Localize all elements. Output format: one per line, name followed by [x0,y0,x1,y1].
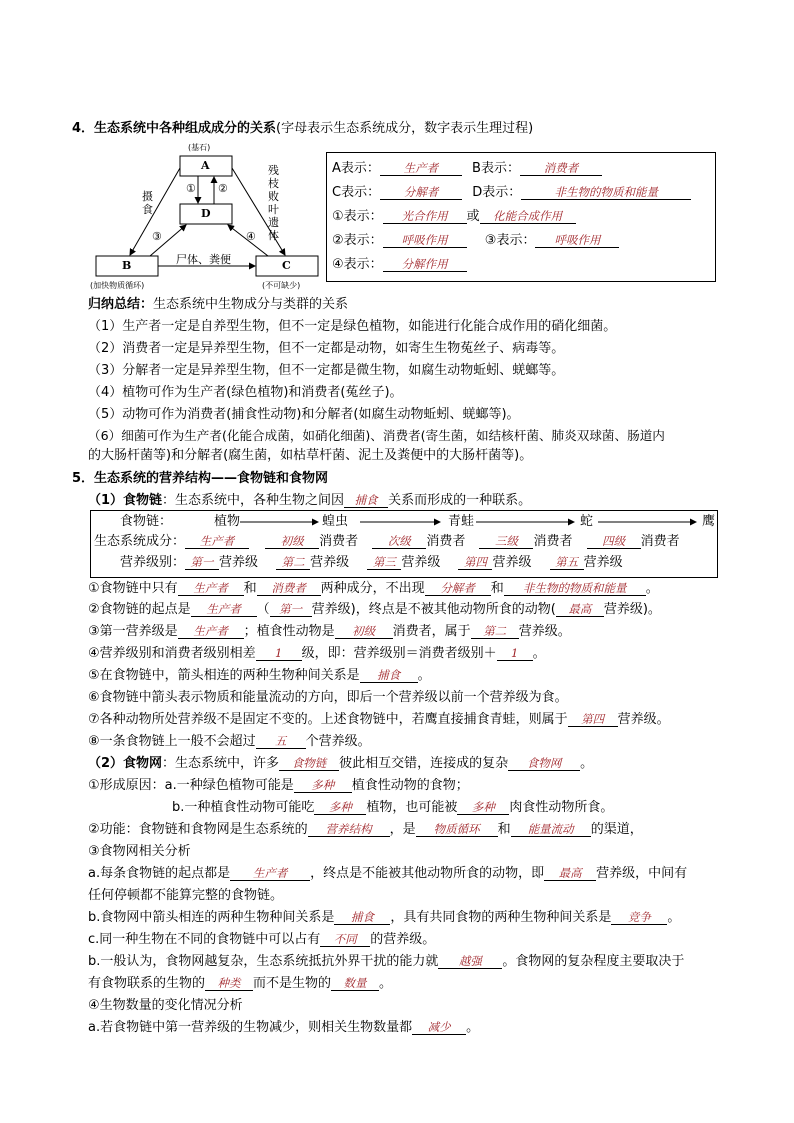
chain-frog: 青蛙 [448,514,475,529]
question-5: ⑤在食物链中，箭头相连的两种生物种间关系是 捕食 。 [88,668,431,683]
diagram-top-note: (基石) [188,143,211,152]
question-3: ③第一营养级是 生产者 ；植食性动物是 初级 消费者，属于 第二 营养级。 [88,624,571,639]
answer-p1: ①表示： 光合作用 或 化能合成作用 [332,208,576,226]
trophic-level-row: 营养级别： 第一 营养级 第二 营养级 第三 营养级 第四 营养级 第五 营养级 [120,555,623,570]
web-analysis-c: c.同一种生物在不同的食物链中可以占有 不同 的营养级。 [88,932,436,947]
chain-eagle: 鹰 [702,514,716,529]
question-6: ⑥食物链中箭头表示物质和能量流动的方向，即后一个营养级以前一个营养级为食。 [88,690,568,705]
answer-p2: 呼吸作用 [383,233,467,248]
food-chain-arrows [90,512,716,532]
eating-label: 摄食 [142,190,153,216]
summary-line-4: （4）植物可作为生产者(绿色植物)和消费者(菟丝子)。 [88,385,403,400]
food-web-definition: （2）食物网：生态系统中，许多 食物链 彼此相互交错，连接成的复杂 食物网 。 [88,756,594,771]
question-8: ⑧一条食物链上一般不会超过 五 个营养级。 [88,734,371,749]
component-row: 生态系统成分： 生产者 初级 消费者 次级 消费者 三级 消费者 四级 消费者 [94,534,680,549]
answer-p3: 呼吸作用 [535,233,619,248]
web-cause-b: b.一种植食性动物可能吃 多种 植物，也可能被 多种 肉食性动物所食。 [172,800,614,815]
web-analysis-b: b.食物网中箭头相连的两种生物种间关系是 捕食 ，具有共同食物的两种生物种间关系是 竞争 。 [88,910,681,925]
summary-line-1: （1）生产者一定是自养型生物，但不一定是绿色植物，如能进行化能合成作用的硝化细菌。 [88,319,617,334]
web-function: ②功能：食物链和食物网是生态系统的 营养结构 ，是 物质循环 和 能量流动 的渠道， [88,822,643,837]
question-1: ①食物链中只有 生产者 和 消费者 两种成分，不出现 分解者 和 非生物的物质和能量 。 [88,581,659,596]
section5-title: 5．生态系统的营养结构——食物链和食物网 [72,471,329,486]
population-analysis-a: a.若食物链中第一营养级的生物减少，则相关生物数量都 减少 。 [88,1020,480,1035]
b-note: (加快物质循环) [90,281,145,290]
chain-locust: 蝗虫 [322,514,349,529]
answer-d: 非生物的物质和能量 [521,185,691,200]
web-analysis-d: b.一般认为，食物网越复杂，生态系统抵抗外界干扰的能力就 越强 。食物网的复杂程度主要取决于 [88,954,685,969]
summary-line-6a: （6）细菌可作为生产者(化能合成菌，如硝化细菌)、消费者(寄生菌，如结核杆菌、肺炎双球菌、肠道内 [88,428,665,443]
summary-line-5: （5）动物可作为消费者(捕食性动物)和分解者(如腐生动物蚯蚓、蜣螂等)。 [88,407,520,422]
node-c: C [282,259,291,272]
web-analysis-d2: 有食物联系的生物的 种类 而不是生物的 数量 。 [88,976,393,991]
answer-a: 生产者 [380,161,462,176]
food-chain-definition: （1）食物链：生态系统中，各种生物之间因 捕食 关系而形成的一种联系。 [88,493,532,508]
level-2: 第二 [276,555,310,570]
answer-c-d: C表示： 分解者 D表示： 非生物的物质和能量 [332,184,691,202]
component-4: 三级 [479,534,533,549]
chain-row-label: 食物链： [120,514,173,529]
web-cause-a: ①形成原因：a.一种绿色植物可能是 多种 植食性动物的食物； [88,778,469,793]
process-4-label: ④ [246,230,256,243]
chain-snake: 蛇 [580,514,594,529]
node-d: D [201,207,211,220]
answer-p1a: 光合作用 [383,209,467,224]
question-4: ④营养级别和消费者级别相差 1 级，即：营养级别＝消费者级别＋ 1 。 [88,646,546,661]
component-5: 四级 [587,534,641,549]
answer-p4v: 分解作用 [383,257,467,272]
ecosystem-relation-diagram [90,140,320,292]
level-3: 第三 [367,555,401,570]
node-b: B [122,259,132,272]
summary-line-6b: 的大肠杆菌等)和分解者(腐生菌，如枯草杆菌、泥土及粪便中的大肠杆菌等)。 [88,448,533,463]
answer-a-b: A表示： 生产者 B表示： 消费者 [332,160,602,178]
population-analysis-title: ④生物数量的变化情况分析 [88,998,243,1013]
web-analysis-title: ③食物网相关分析 [88,844,191,859]
answer-p1b: 化能合成作用 [480,209,576,224]
component-2: 初级 [265,534,319,549]
chain-plant: 植物 [214,514,241,529]
summary-line-3: （3）分解者一定是异养型生物，但不一定都是微生物，如腐生动物蚯蚓、蜣螂等。 [88,363,565,378]
section4-title: 4．生态系统中各种组成成分的关系(字母表示生态系统成分，数字表示生理过程) [72,121,534,136]
answer-c: 分解者 [380,185,462,200]
question-2: ②食物链的起点是 生产者 （ 第一 营养级)，终点是不被其他动物所食的动物( 最高 营养级)。 [88,602,661,617]
level-1: 第一 [185,555,219,570]
web-analysis-a: a.每条食物链的起点都是 生产者 ，终点是不能被其他动物所食的动物，即 最高 营养级，中间有 [88,866,688,881]
component-1: 生产者 [185,534,249,549]
process-2-label: ② [218,182,228,195]
c-note: (不可缺少) [262,281,301,290]
web-analysis-a2: 任何停顿都不能算完整的食物链。 [88,888,284,903]
litter-label: 残枝败叶遗体 [268,164,279,242]
node-a: A [201,159,210,172]
level-4: 第四 [458,555,492,570]
summary-title: 归纳总结：生态系统中生物成分与类群的关系 [88,297,349,312]
answer-b: 消费者 [520,161,602,176]
process-1-label: ① [186,182,196,195]
answer-p2-p3: ②表示： 呼吸作用 ③表示： 呼吸作用 [332,232,619,250]
remains-label: 尸体、粪便 [176,253,231,266]
level-5: 第五 [550,555,584,570]
component-3: 次级 [372,534,426,549]
fc-def-answer: 捕食 [344,493,388,508]
question-7: ⑦各种动物所处营养级不是固定不变的。上述食物链中，若鹰直接捕食青蛙，则属于 第四 营养级。 [88,712,670,727]
answer-p4: ④表示： 分解作用 [332,256,467,274]
process-3-label: ③ [152,230,162,243]
summary-line-2: （2）消费者一定是异养型生物，但不一定都是动物，如寄生生物菟丝子、病毒等。 [88,341,565,356]
